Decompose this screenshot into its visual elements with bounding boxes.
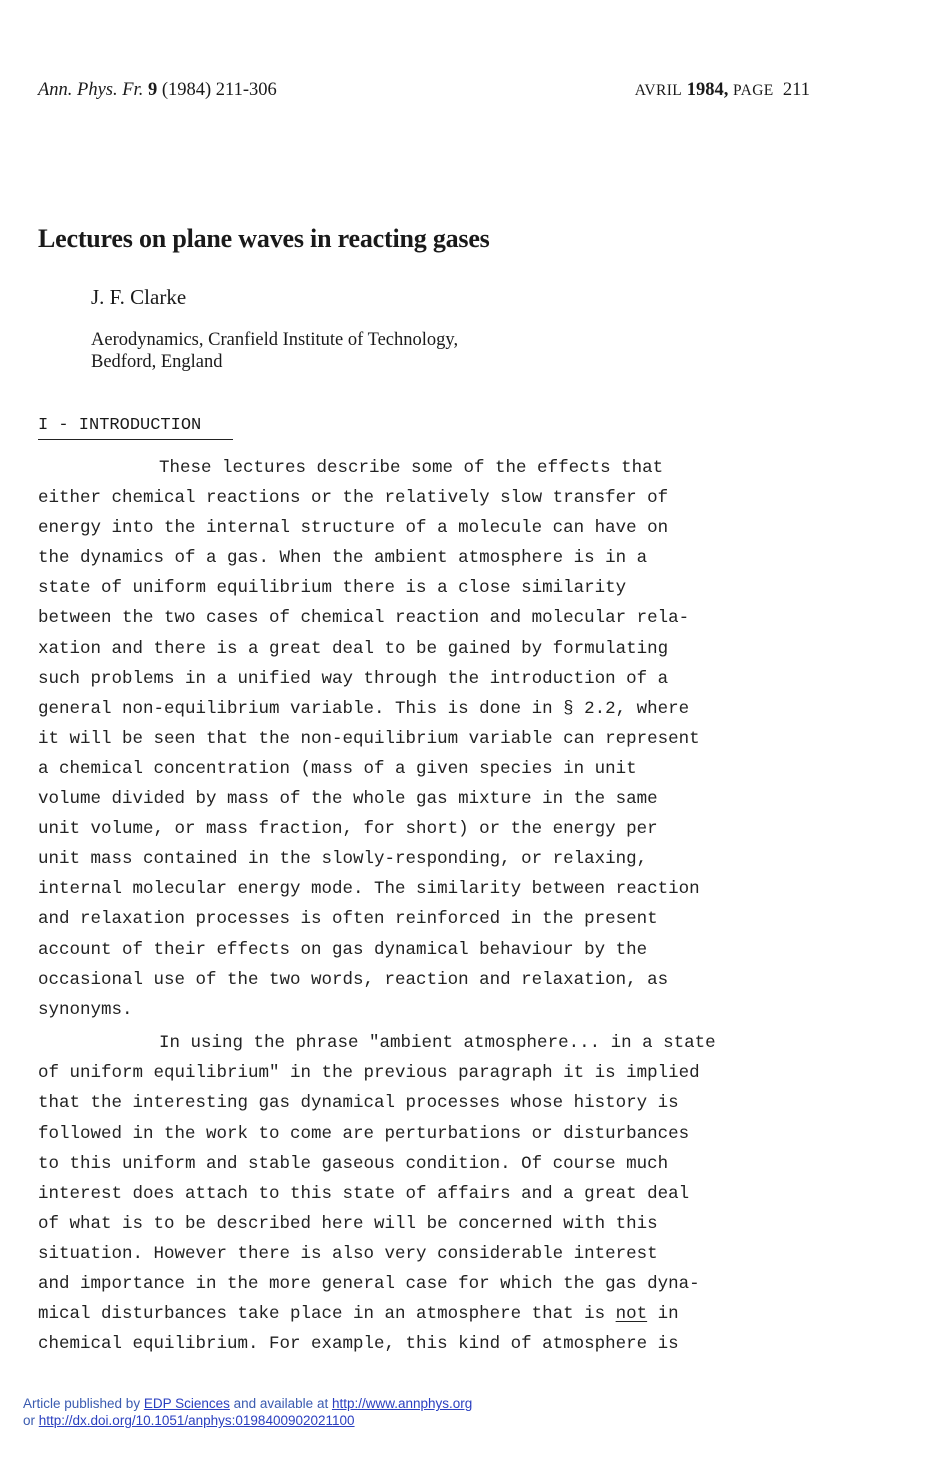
running-header: [38, 80, 810, 106]
text-line: to this uniform and stable gaseous condition. Of course much: [38, 1153, 669, 1174]
issue-info: [635, 80, 810, 101]
text-line: account of their effects on gas dynamical behaviour by the: [38, 939, 648, 960]
journal-website-link[interactable]: http://www.annphys.org: [331, 1396, 473, 1411]
text-line: it will be seen that the non-equilibrium variable can represent: [38, 728, 700, 749]
year-pages: (1984) 211-306: [161, 80, 277, 100]
footer-text: and available at: [229, 1396, 332, 1411]
affiliation-line: Bedford, England: [91, 352, 223, 372]
text-line: energy into the internal structure of a molecule can have on: [38, 518, 669, 539]
text-line: followed in the work to come are perturbations or disturbances: [38, 1123, 690, 1144]
section-heading: I - INTRODUCTION: [38, 416, 233, 440]
footer-text: Article published by: [23, 1396, 144, 1411]
text-line: of uniform equilibrium" in the previous paragraph it is implied: [38, 1063, 700, 1084]
author-affiliation: [91, 329, 458, 373]
text-line: a chemical concentration (mass of a given species in unit: [38, 758, 637, 779]
text-line: unit mass contained in the slowly-responding, or relaxing,: [38, 849, 648, 870]
text-line: either chemical reactions or the relatively slow transfer of: [38, 488, 669, 509]
text-line: xation and there is a great deal to be gained by formulating: [38, 638, 669, 659]
text-line: general non-equilibrium variable. This is done in § 2.2, where: [38, 698, 690, 719]
footer-line-1: [23, 1395, 472, 1412]
text-line: [38, 1299, 818, 1329]
text-line: occasional use of the two words, reaction and relaxation, as: [38, 969, 669, 990]
text-line: and importance in the more general case for which the gas dyna-: [38, 1274, 700, 1295]
text-line: chemical equilibrium. For example, this kind of atmosphere is: [38, 1334, 679, 1355]
journal-name: Ann. Phys. Fr.: [38, 80, 144, 100]
text-line: of what is to be described here will be concerned with this: [38, 1213, 658, 1234]
body-text: [38, 453, 818, 1359]
text-line: volume divided by mass of the whole gas mixture in the same: [38, 789, 658, 810]
text-line: interest does attach to this state of affairs and a great deal: [38, 1183, 690, 1204]
author-name: J. F. Clarke: [91, 285, 187, 309]
article-title: Lectures on plane waves in reacting gases: [38, 224, 490, 253]
page-number: 211: [782, 80, 810, 100]
text-line: the dynamics of a gas. When the ambient atmosphere is in a: [38, 548, 648, 569]
footer-text: or: [23, 1413, 39, 1428]
text-line: internal molecular energy mode. The similarity between reaction: [38, 879, 700, 900]
text-line: In using the phrase "ambient atmosphere... in a state: [159, 1033, 716, 1054]
text-line: situation. However there is also very considerable interest: [38, 1243, 658, 1264]
text-line: and relaxation processes is often reinforced in the present: [38, 909, 658, 930]
text-line: that the interesting gas dynamical processes whose history is: [38, 1093, 679, 1114]
text-segment: in: [647, 1304, 679, 1325]
publisher-footer: [23, 1395, 472, 1429]
page-label: PAGE: [733, 82, 774, 99]
text-line: These lectures describe some of the effects that: [159, 458, 664, 478]
year: 1984,: [686, 80, 729, 100]
emphasized-word: not: [615, 1304, 648, 1325]
footer-line-2: [23, 1412, 472, 1429]
month: AVRIL: [634, 82, 683, 99]
text-line: synonyms.: [38, 999, 133, 1020]
text-line: between the two cases of chemical reaction and molecular rela-: [38, 608, 690, 629]
doi-link[interactable]: http://dx.doi.org/10.1051/anphys:0198400902021100: [38, 1413, 355, 1428]
text-line: state of uniform equilibrium there is a close similarity: [38, 578, 627, 599]
publisher-link[interactable]: EDP Sciences: [143, 1396, 230, 1411]
text-line: such problems in a unified way through the introduction of a: [38, 668, 669, 689]
text-line: unit volume, or mass fraction, for short) or the energy per: [38, 819, 658, 840]
journal-citation: [38, 80, 277, 101]
volume-number: 9: [147, 80, 158, 100]
affiliation-line: Aerodynamics, Cranfield Institute of Technology,: [91, 330, 459, 350]
text-segment: mical disturbances take place in an atmosphere that is: [38, 1304, 616, 1325]
